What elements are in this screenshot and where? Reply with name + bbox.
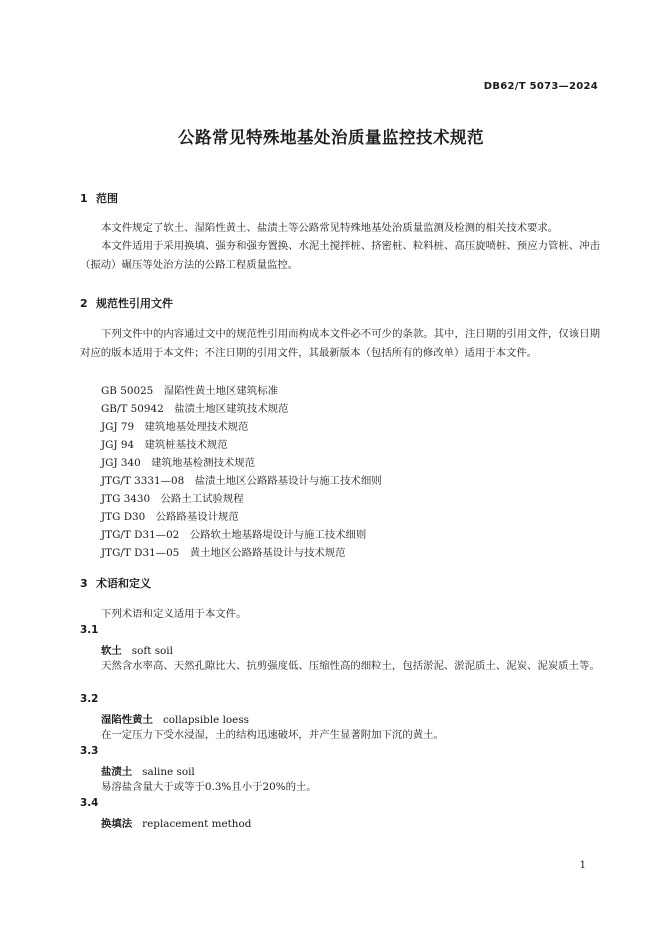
reference-title: 盐渍土地区公路路基设计与施工技术细则	[194, 475, 382, 487]
reference-title: 公路软土地基路堤设计与施工技术细则	[189, 529, 367, 541]
section-number: 1	[80, 192, 88, 205]
term-zh: 盐渍土	[101, 766, 133, 778]
section-title: 范围	[96, 192, 118, 205]
section-number: 2	[80, 297, 88, 310]
term-entry	[101, 815, 251, 830]
section-heading-normative-references	[80, 295, 173, 311]
reference-item	[101, 400, 288, 415]
term-definition: 天然含水率高、天然孔隙比大、抗剪强度低、压缩性高的细粒土，包括淤泥、淤泥质土、泥炭、泥炭质土等。	[101, 660, 600, 672]
reference-title: 湿陷性黄土地区建筑标准	[163, 385, 278, 397]
reference-item	[101, 418, 248, 433]
reference-title: 盐渍土地区建筑技术规范	[174, 403, 289, 415]
term-en: replacement method	[142, 818, 252, 830]
reference-code: JGJ 94	[101, 439, 135, 451]
reference-code: JGJ 340	[101, 457, 141, 469]
term-zh: 软土	[101, 645, 122, 657]
reference-item	[101, 490, 244, 505]
reference-title: 黄土地区公路路基设计与技术规范	[189, 547, 346, 559]
section-number: 3	[80, 577, 88, 590]
section-title: 规范性引用文件	[96, 297, 173, 310]
term-zh: 换填法	[101, 818, 133, 830]
term-en: collapsible loess	[162, 714, 249, 726]
section-title: 术语和定义	[96, 577, 151, 590]
reference-code: GB 50025	[101, 385, 154, 397]
reference-code: JTG 3430	[101, 493, 151, 505]
reference-code: JTG D30	[101, 511, 146, 523]
reference-title: 建筑地基检测技术规范	[151, 457, 256, 469]
reference-item	[101, 382, 278, 397]
reference-item	[101, 508, 239, 523]
term-entry	[101, 642, 173, 657]
section-heading-scope	[80, 190, 118, 206]
reference-title: 公路路基设计规范	[155, 511, 239, 523]
section-heading-terms	[80, 575, 151, 591]
standard-code: DB62/T 5073—2024	[483, 81, 598, 92]
reference-title: 建筑桩基技术规范	[144, 439, 228, 451]
page-number: 1	[579, 860, 586, 871]
reference-title: 建筑地基处理技术规范	[144, 421, 249, 433]
term-en: soft soil	[131, 645, 173, 657]
term-zh: 湿陷性黄土	[101, 714, 153, 726]
reference-title: 公路土工试验规程	[160, 493, 244, 505]
references-intro: 下列文件中的内容通过文中的规范性引用而构成本文件必不可少的条款。其中，注日期的引用文件，仅该日期对应的版本适用于本文件；不注日期的引用文件，其最新版本（包括所有的修改单）适用于本文件。	[80, 328, 600, 359]
term-number: 3.3	[80, 745, 99, 757]
reference-code: GB/T 50942	[101, 403, 164, 415]
term-definition: 易溶盐含量大于或等于0.3%且小于20%的土。	[101, 781, 317, 793]
reference-item	[101, 544, 346, 559]
scope-paragraph: 本文件规定了软土、湿陷性黄土、盐渍土等公路常见特殊地基处治质量监测及检测的相关技术要求。	[101, 222, 559, 234]
scope-paragraph: 本文件适用于采用换填、强夯和强夯置换、水泥土搅拌桩、挤密桩、粒料桩、高压旋喷桩、预应力管桩、冲击（振动）碾压等处治方法的公路工程质量监控。	[80, 240, 600, 271]
reference-code: JTG/T 3331—08	[101, 475, 185, 487]
term-definition: 在一定压力下受水浸湿，土的结构迅速破坏，并产生显著附加下沉的黄土。	[101, 729, 444, 741]
term-number: 3.4	[80, 797, 99, 809]
reference-item	[101, 436, 228, 451]
reference-code: JGJ 79	[101, 421, 135, 433]
reference-item	[101, 526, 366, 541]
terms-intro: 下列术语和定义适用于本文件。	[101, 608, 247, 620]
page-title: 公路常见特殊地基处治质量监控技术规范	[178, 128, 484, 147]
term-en: saline soil	[142, 766, 195, 778]
term-number: 3.1	[80, 624, 99, 636]
term-number: 3.2	[80, 693, 99, 705]
reference-code: JTG/T D31—05	[101, 547, 180, 559]
term-entry	[101, 763, 195, 778]
reference-code: JTG/T D31—02	[101, 529, 180, 541]
term-entry	[101, 711, 249, 726]
reference-item	[101, 472, 382, 487]
reference-item	[101, 454, 255, 469]
